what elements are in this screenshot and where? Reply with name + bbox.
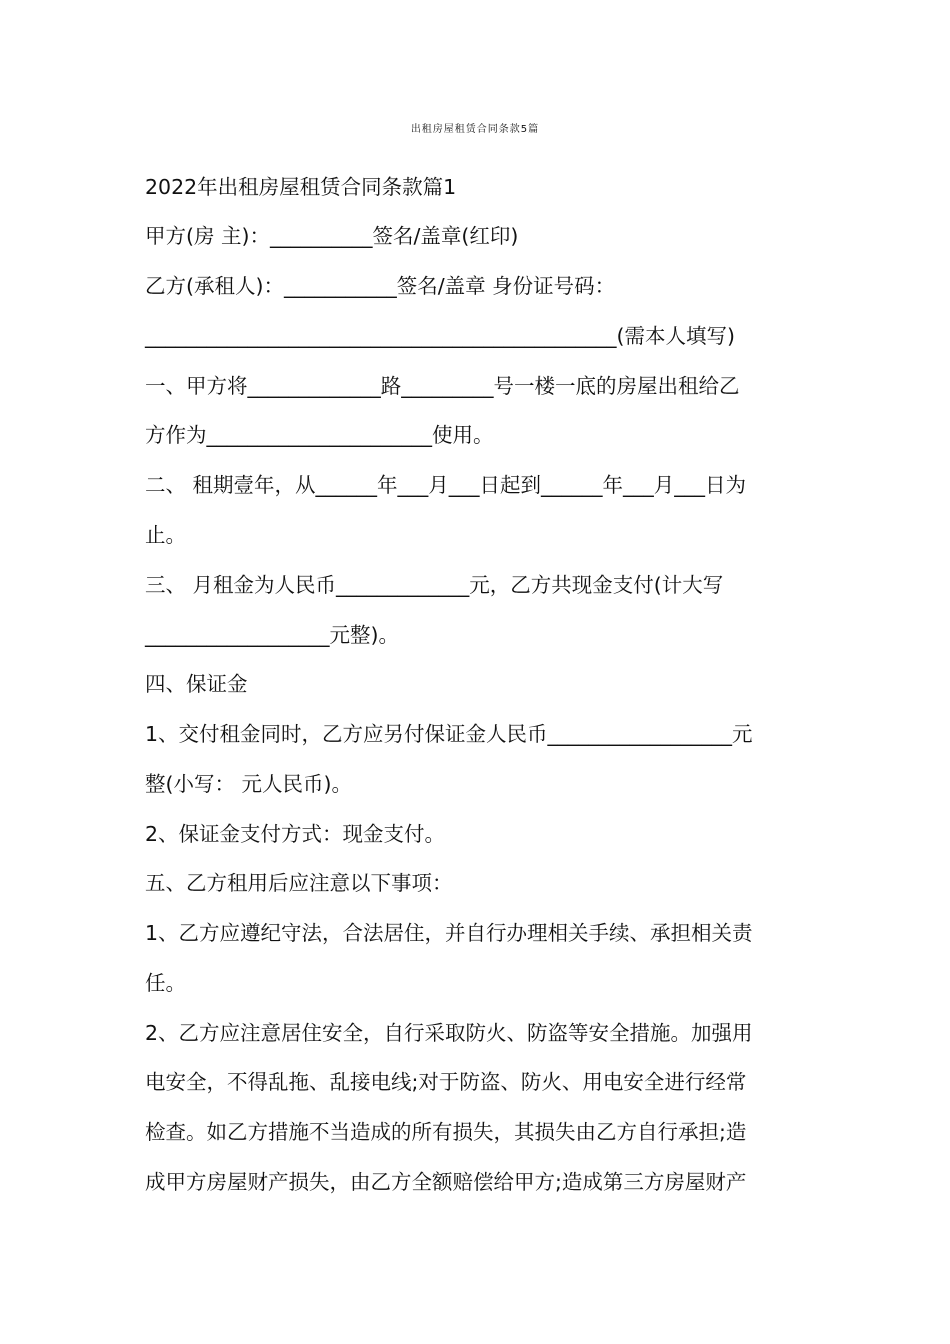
notice-item-2-line-3: 检查。如乙方措施不当造成的所有损失，其损失由乙方自行承担;造 xyxy=(145,1120,747,1144)
clause-1-line-1: 一、甲方将_____________路_________号一楼一底的房屋出租给乙 xyxy=(145,374,740,398)
clause-1-line-2: 方作为______________________使用。 xyxy=(145,423,494,447)
deposit-item-1-line-2: 整(小写： 元人民币)。 xyxy=(145,772,353,796)
deposit-item-2: 2、保证金支付方式：现金支付。 xyxy=(145,822,446,846)
clause-3-line-2: __________________元整)。 xyxy=(145,623,399,647)
notice-item-2-line-4: 成甲方房屋财产损失，由乙方全额赔偿给甲方;造成第三方房屋财产 xyxy=(145,1170,747,1194)
party-b-line: 乙方(承租人)：___________签名/盖章 身份证号码： xyxy=(145,274,616,298)
document-title: 出租房屋租赁合同条款5篇 xyxy=(410,124,540,135)
subtitle: 2022年出租房屋租赁合同条款篇1 xyxy=(145,175,457,199)
party-a-line: 甲方(房 主)：__________签名/盖章(红印) xyxy=(145,224,519,248)
notice-item-1-line-1: 1、乙方应遵纪守法，合法居住，并自行办理相关手续、承担相关责 xyxy=(145,921,753,945)
notice-item-1-line-2: 任。 xyxy=(145,971,186,995)
deposit-item-1-line-1: 1、交付租金同时，乙方应另付保证金人民币__________________元 xyxy=(145,722,753,746)
notice-item-2-line-1: 2、乙方应注意居住安全，自行采取防火、防盗等安全措施。加强用 xyxy=(145,1021,753,1045)
clause-2-line-1: 二、 租期壹年，从______年___月___日起到______年___月___日为 xyxy=(145,473,747,497)
id-number-line: ______________________________________________(需本人填写) xyxy=(145,324,735,348)
clause-2-line-2: 止。 xyxy=(145,523,186,547)
clause-5-heading: 五、乙方租用后应注意以下事项： xyxy=(145,871,453,895)
clause-3-line-1: 三、 月租金为人民币_____________元，乙方共现金支付(计大写 xyxy=(145,573,724,597)
notice-item-2-line-2: 电安全，不得乱拖、乱接电线;对于防盗、防火、用电安全进行经常 xyxy=(145,1070,747,1094)
clause-4-heading: 四、保证金 xyxy=(145,672,248,696)
